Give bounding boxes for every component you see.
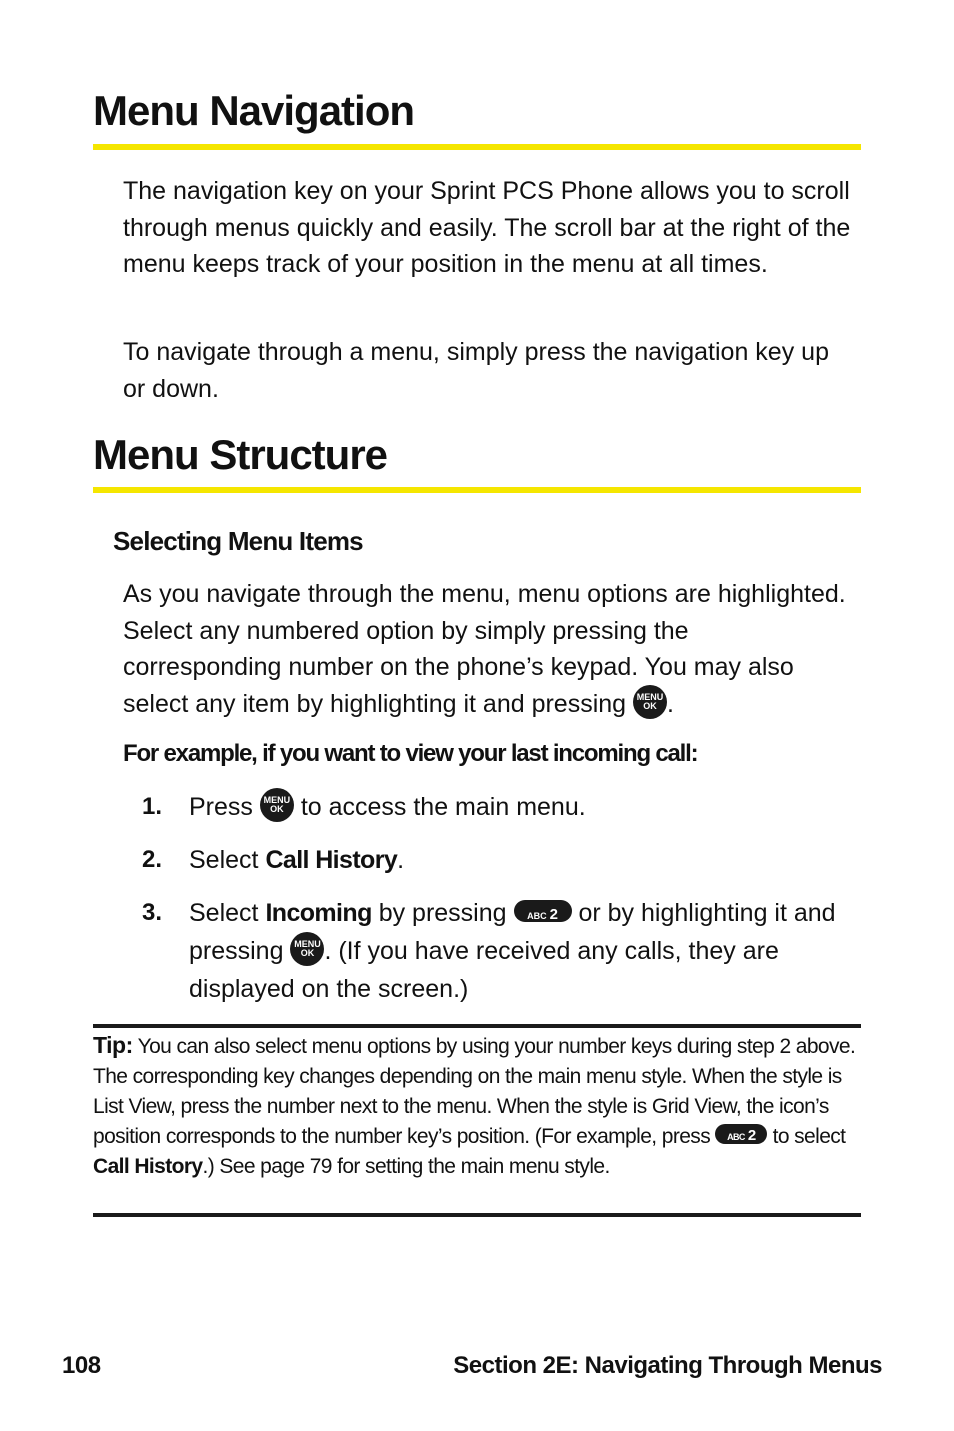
step-text: Select Incoming by pressing ABC 2 or by highlighting it and pressing MENU OK . (If you have received any calls, they are displayed on the screen.) — [189, 899, 836, 1003]
step-text: Press MENU OK to access the main menu. — [189, 788, 859, 826]
step-list — [142, 788, 862, 1008]
menu-ok-key-icon: MENU OK — [633, 685, 667, 719]
step-number: 3. — [142, 899, 163, 926]
list-item — [142, 788, 862, 826]
step-number: 2. — [142, 846, 163, 873]
menu-item-name: Call History — [265, 846, 398, 874]
title-underline — [93, 487, 861, 493]
tip-box — [93, 1030, 861, 1182]
page-title-menu-navigation: Menu Navigation — [93, 87, 415, 134]
step-number: 1. — [142, 793, 163, 820]
body-paragraph: The navigation key on your Sprint PCS Phone allows you to scroll through menus quickly and easily. The scroll bar at the right of the menu keeps track of your position in the menu at all times. — [123, 177, 851, 278]
abc-2-key-icon: ABC 2 — [514, 900, 572, 922]
footer-section-title: Section 2E: Navigating Through Menus — [453, 1352, 882, 1379]
paragraph-text: As you navigate through the menu, menu options are highlighted. Select any numbered option by simply pressing the corresponding number on the phone’s keypad. You may also select any item by highlighting it and pressing — [123, 580, 846, 718]
tip-top-rule — [93, 1024, 861, 1028]
paragraph-end: . — [667, 689, 674, 718]
abc-2-key-icon: ABC 2 — [715, 1124, 767, 1144]
body-paragraph — [123, 576, 853, 722]
list-item — [142, 841, 862, 879]
tip-label: Tip: — [93, 1032, 133, 1058]
step-text: Select Call History. — [189, 846, 405, 874]
body-paragraph: To navigate through a menu, simply press the navigation key up or down. — [123, 338, 829, 403]
tip-text: You can also select menu options by using your number keys during step 2 above. The corresponding key changes depending on the main menu style. When the style is List View, press the number next to the menu. When the style is Grid View, the icon’s position corresponds to the number key’s position. (For example, press — [93, 1035, 856, 1148]
menu-ok-key-icon: MENU OK — [290, 932, 324, 966]
menu-ok-key-icon: MENU OK — [260, 788, 294, 822]
menu-item-name: Incoming — [265, 899, 372, 927]
tip-text: .) See page 79 for setting the main menu style. — [202, 1155, 610, 1178]
subsection-heading: Selecting Menu Items — [113, 526, 363, 556]
tip-bottom-rule — [93, 1213, 861, 1217]
page-title-menu-structure: Menu Structure — [93, 431, 388, 478]
page-number: 108 — [62, 1352, 101, 1379]
example-intro: For example, if you want to view your last incoming call: — [123, 740, 698, 767]
tip-text: to select — [772, 1125, 846, 1148]
title-underline — [93, 144, 861, 150]
menu-item-name: Call History — [93, 1155, 203, 1178]
list-item — [142, 894, 862, 1008]
